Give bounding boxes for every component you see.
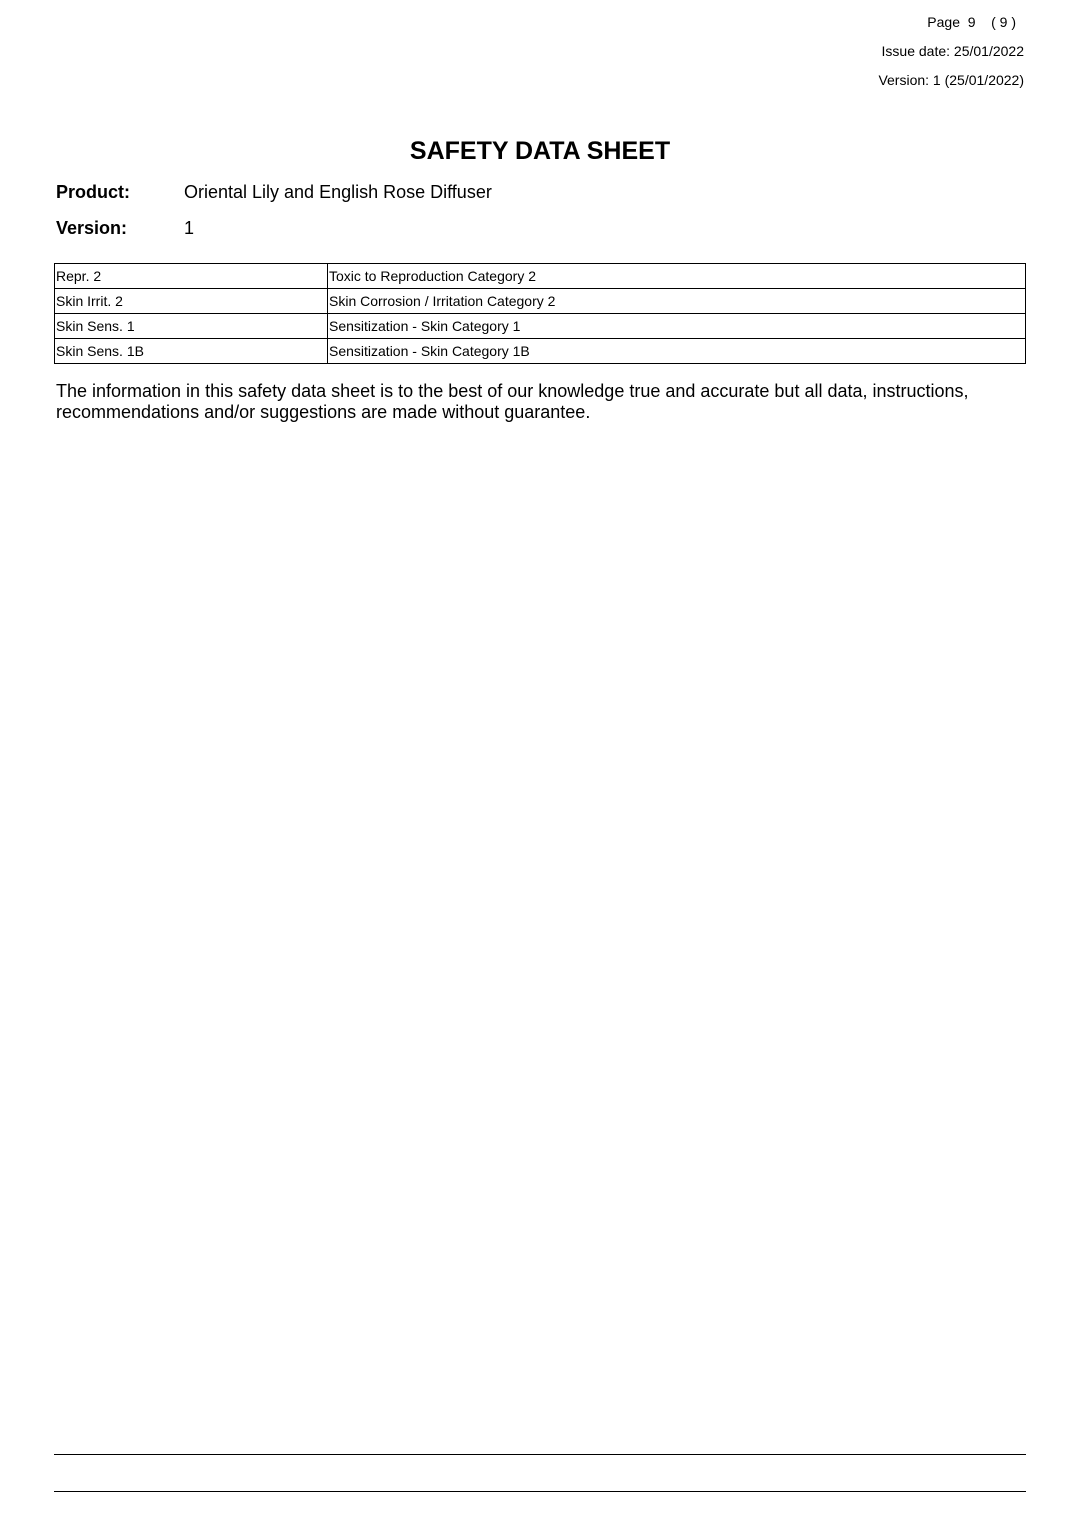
table-row [55,289,1026,314]
hazard-description-cell: Toxic to Reproduction Category 2 [328,264,1026,289]
footer-divider [54,1491,1026,1492]
hazard-code-cell: Skin Sens. 1B [55,339,328,364]
document-title: SAFETY DATA SHEET [409,137,671,165]
disclaimer-text: The information in this safety data sheet is to the best of our knowledge true and accurate but all data, instructions, recommendations and/or suggestions are made without guarantee. [56,381,969,422]
product-value: Oriental Lily and English Rose Diffuser [184,182,492,202]
hazard-code-cell: Skin Sens. 1 [55,314,328,339]
product-label: Product: [56,182,130,202]
hazard-classification-table [54,263,1026,364]
issue-date: Issue date: 25/01/2022 [881,43,1024,59]
table-row [55,339,1026,364]
document-version: Version: 1 (25/01/2022) [878,72,1024,88]
version-label: Version: [56,218,128,238]
table-row [55,264,1026,289]
table-row [55,314,1026,339]
hazard-code-cell: Repr. 2 [55,264,328,289]
hazard-description-cell: Skin Corrosion / Irritation Category 2 [328,289,1026,314]
footer-divider [54,1454,1026,1455]
hazard-description-cell: Sensitization - Skin Category 1B [328,339,1026,364]
hazard-code-cell: Skin Irrit. 2 [55,289,328,314]
page-number: Page 9 ( 9 ) [927,14,1016,30]
version-value: 1 [184,218,195,238]
hazard-description-cell: Sensitization - Skin Category 1 [328,314,1026,339]
